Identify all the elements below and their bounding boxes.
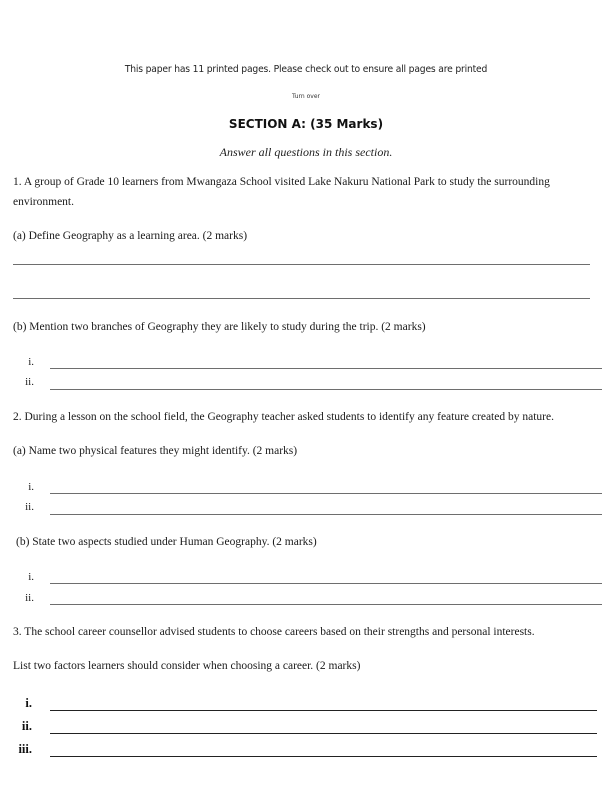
question-1b-answer-line-i[interactable] [50, 368, 602, 369]
question-3-item-i-label: i. [25, 696, 32, 710]
section-instructions: Answer all questions in this section. [219, 145, 393, 159]
question-3-answer-line-iii[interactable] [50, 756, 597, 757]
question-2b-answer-line-i[interactable] [50, 583, 602, 584]
question-1b-answer-line-ii[interactable] [50, 389, 602, 390]
question-3-prompt: List two factors learners should consider when choosing a career. (2 marks) [13, 660, 361, 672]
question-3-answer-line-i[interactable] [50, 710, 597, 711]
question-1-stem-continued: environment. [13, 196, 74, 208]
question-1a-answer-line-1[interactable] [13, 264, 590, 265]
question-2a-item-i-label: i. [28, 481, 34, 493]
section-title: SECTION A: (35 Marks) [228, 117, 384, 131]
question-2b-item-ii-label: ii. [25, 592, 34, 604]
question-2a-prompt: (a) Name two physical features they might identify. (2 marks) [13, 445, 298, 457]
question-1b-item-i-label: i. [28, 356, 34, 368]
question-2-stem: 2. During a lesson on the school field, the Geography teacher asked students to identify any feature created by nature. [13, 411, 554, 423]
question-1a-answer-line-2[interactable] [13, 298, 590, 299]
question-3-item-ii-label: ii. [21, 719, 32, 733]
question-1-stem: 1. A group of Grade 10 learners from Mwangaza School visited Lake Nakuru National Park to study the surrounding [13, 176, 550, 188]
question-1b-item-ii-label: ii. [25, 376, 34, 388]
question-2b-prompt: (b) State two aspects studied under Human Geography. (2 marks) [16, 536, 317, 548]
question-1a-prompt: (a) Define Geography as a learning area. (2 marks) [13, 230, 248, 242]
page-count-notice: This paper has 11 printed pages. Please check out to ensure all pages are printed [124, 64, 488, 75]
question-2b-item-i-label: i. [28, 571, 34, 583]
question-2a-item-ii-label: ii. [25, 501, 34, 513]
question-3-answer-line-ii[interactable] [50, 733, 597, 734]
turn-over-note: Turn over [291, 93, 320, 100]
question-3-item-iii-label: iii. [18, 742, 32, 756]
question-1b-prompt: (b) Mention two branches of Geography they are likely to study during the trip. (2 marks) [13, 321, 426, 333]
question-3-stem: 3. The school career counsellor advised students to choose careers based on their strengths and personal interests. [13, 626, 535, 638]
question-2b-answer-line-ii[interactable] [50, 604, 602, 605]
question-2a-answer-line-i[interactable] [50, 493, 602, 494]
question-2a-answer-line-ii[interactable] [50, 514, 602, 515]
